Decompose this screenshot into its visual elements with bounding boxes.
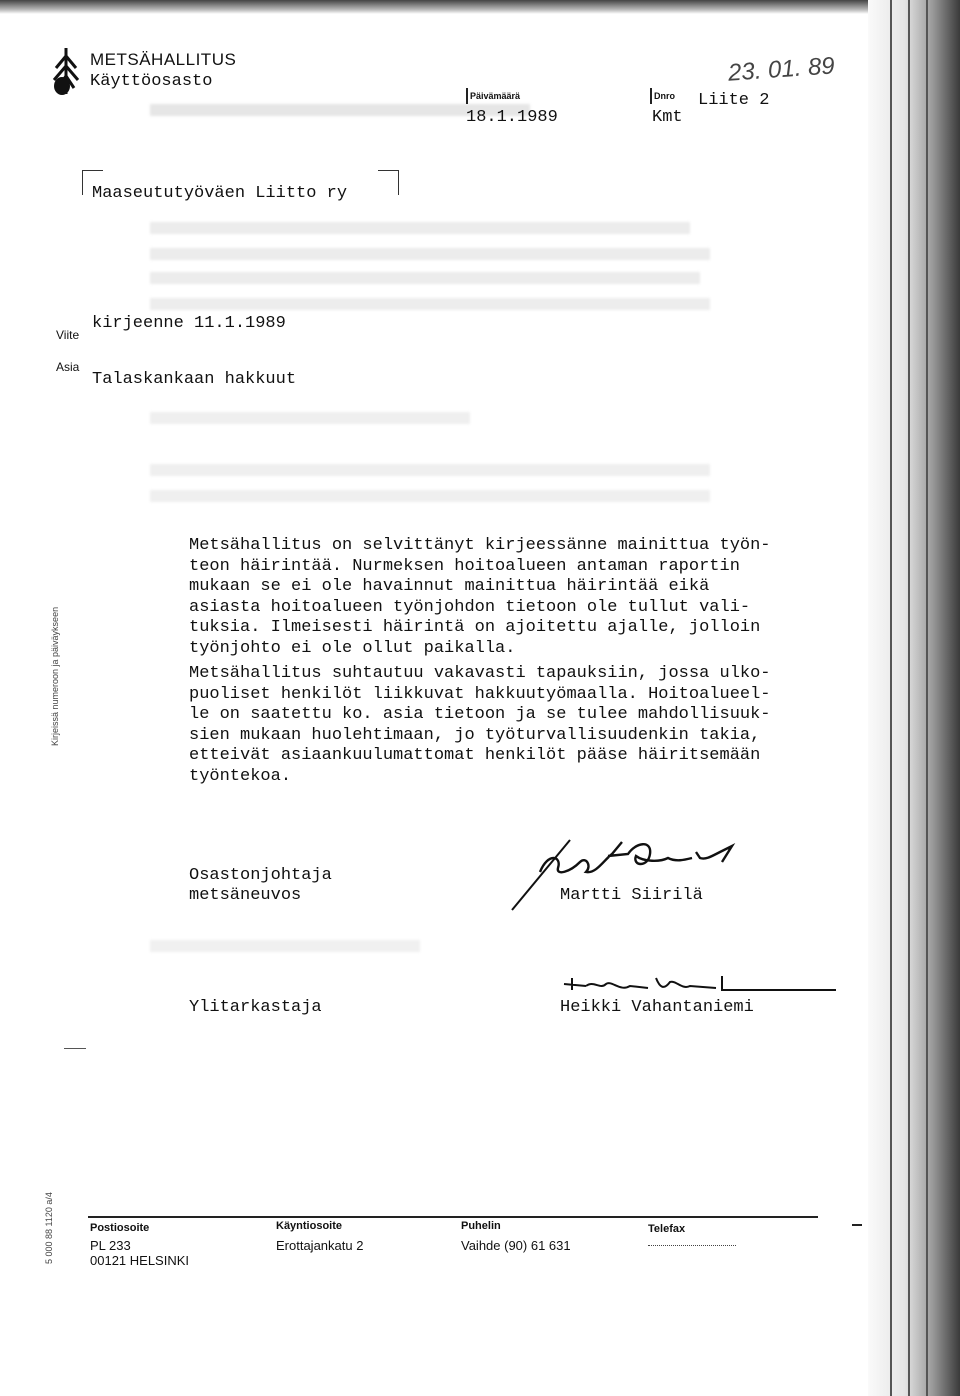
- footer-phone-label: Puhelin: [461, 1220, 501, 1232]
- organization-name: METSÄHALLITUS: [90, 50, 237, 69]
- page-edge-line: [890, 0, 892, 1396]
- bleed-through: [150, 222, 690, 234]
- bleed-through: [150, 412, 470, 424]
- footer-fax-label: Telefax: [648, 1223, 686, 1235]
- received-stamp: 23. 01. 89: [727, 52, 836, 87]
- bleed-through: [150, 272, 700, 284]
- footer-postal-line-2: 00121 HELSINKI: [90, 1253, 190, 1268]
- field-tick: [650, 88, 652, 104]
- footer-visit-label: Käyntiosoite: [276, 1220, 343, 1232]
- date-label: Päivämäärä: [470, 91, 521, 101]
- footer-visit-address: Erottajankatu 2: [276, 1238, 364, 1253]
- scan-page-edge: [868, 0, 960, 1396]
- signer-2-title: Ylitarkastaja: [189, 998, 322, 1017]
- bleed-through: [150, 940, 420, 952]
- signer-2-name: Heikki Vahantaniemi: [560, 998, 754, 1017]
- address-bracket: [378, 170, 399, 195]
- body-paragraph-1: Metsähallitus on selvittänyt kirjeessänne mainittua työn- teon häirintää. Nurmeksen hoitoalueen antaman raportin mukaan se ei ole havainnut mainittua häirintää eikä asiasta hoitoalueen työnjohdon tietoon ole tullut vali- tuksia. Ilmeisesti häirintä on ajoitettu ajalle, jolloin työnjohto ei ole ollut paikalla.: [189, 536, 771, 658]
- bleed-through: [150, 298, 710, 310]
- field-tick: [466, 88, 468, 104]
- margin-side-note-text: Kirjeissä numeroon ja päiväykseen: [50, 606, 60, 746]
- recipient-address: Maaseututyöväen Liitto ry: [92, 184, 348, 203]
- signer-1-name: Martti Siirilä: [560, 886, 703, 905]
- metsahallitus-tree-logo-icon: [52, 46, 80, 96]
- viite-value: kirjeenne 11.1.1989: [92, 314, 286, 333]
- bleed-through: [150, 248, 710, 260]
- bleed-through: [150, 464, 710, 476]
- signer-1-title: Osastonjohtaja: [189, 866, 332, 885]
- footer-rule: [88, 1216, 818, 1218]
- viite-label: Viite: [56, 328, 80, 342]
- signature-2-icon: [560, 968, 840, 998]
- dnro-value: Kmt: [652, 108, 683, 127]
- date-value: 18.1.1989: [466, 108, 558, 127]
- department-name: Käyttöosasto: [90, 72, 213, 91]
- page-edge-line: [908, 0, 910, 1396]
- page-edge-line: [926, 0, 928, 1396]
- footer-postal-label: Postiosoite: [90, 1222, 150, 1234]
- attachment-label: Liite 2: [698, 91, 770, 110]
- edge-mark: [852, 1224, 862, 1226]
- asia-label: Asia: [56, 360, 80, 374]
- signer-1-subtitle: metsäneuvos: [189, 886, 302, 905]
- scan-top-edge: [0, 0, 960, 14]
- bleed-through: [150, 490, 710, 502]
- dnro-label: Dnro: [654, 91, 675, 101]
- footer-postal-line-1: PL 233: [90, 1238, 131, 1253]
- body-paragraph-2: Metsähallitus suhtautuu vakavasti tapauksiin, jossa ulko- puoliset henkilöt liikkuvat hakkuutyömaalla. Hoitoalueel- le on saatettu ko. asia tietoon ja se tulee mahdollisuuk- sien mukaan huolehtimaan, jo työturvallisuudenkin takia, etteivät asiaankuulumattomat henkilöt pääse häiritsemään työntekoa.: [189, 664, 771, 786]
- footer-phone-number: Vaihde (90) 61 631: [461, 1238, 571, 1253]
- footer-fax-dots: [648, 1245, 736, 1246]
- subject-value: Talaskankaan hakkuut: [92, 370, 297, 389]
- fold-mark: [64, 1048, 86, 1049]
